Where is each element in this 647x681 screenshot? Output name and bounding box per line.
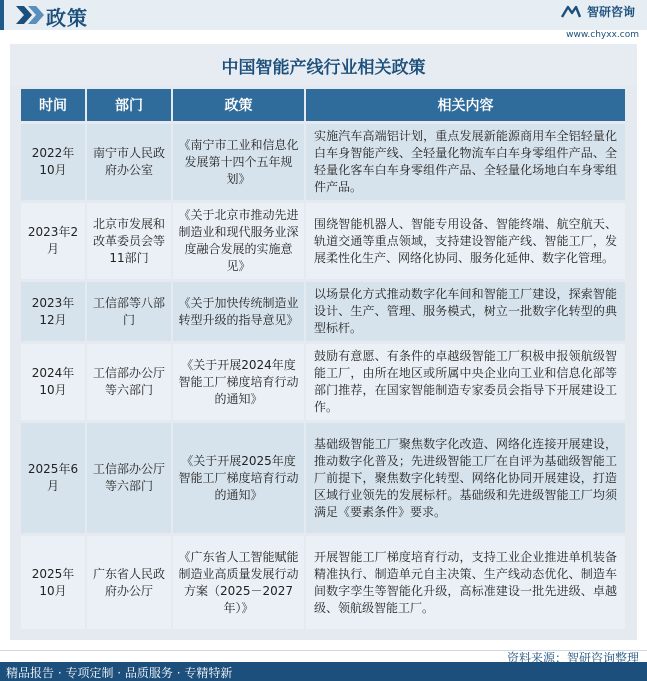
cell-dept: 工信部办公厅等六部门 xyxy=(87,344,173,420)
cell-policy: 《关于加快传统制造业转型升级的指导意见》 xyxy=(173,282,306,341)
cell-time: 2023年2月 xyxy=(21,203,87,279)
cell-dept: 北京市发展和改革委员会等11部门 xyxy=(87,203,173,279)
cell-dept: 广东省人民政府办公厅 xyxy=(87,536,173,629)
page-header xyxy=(0,0,647,30)
cell-content: 以场景化方式推动数字化车间和智能工厂建设，探索智能设计、生产、管理、服务模式，树立一批数字化转型的典型标杆。 xyxy=(306,282,627,341)
table-row xyxy=(21,203,627,279)
policy-table xyxy=(21,86,627,632)
cell-policy: 《关于开展2024年度智能工厂梯度培育行动的通知》 xyxy=(173,344,306,420)
table-row xyxy=(21,124,627,200)
cell-time: 2024年10月 xyxy=(21,344,87,420)
column-header-time: 时间 xyxy=(21,89,87,121)
cell-policy: 《关于北京市推动先进制造业和现代服务业深度融合发展的实施意见》 xyxy=(173,203,306,279)
cell-policy: 《南宁市工业和信息化发展第十四个五年规划》 xyxy=(173,124,306,200)
cell-content: 围绕智能机器人、智能专用设备、智能终端、航空航天、轨道交通等重点领域，支持建设智能产线、智能工厂，发展柔性化生产、网络化协同、服务化延伸、数字化管理。 xyxy=(306,203,627,279)
column-header-content: 相关内容 xyxy=(306,89,627,121)
cell-content: 鼓励有意愿、有条件的卓越级智能工厂积极申报领航级智能工厂，由所在地区或所属中央企业向工业和信息化部等部门推荐，在国家智能制造专家委员会指导下开展建设工作。 xyxy=(306,344,627,420)
column-header-policy: 政策 xyxy=(173,89,306,121)
header-accent-bar xyxy=(0,0,4,30)
cell-dept: 工信部等八部门 xyxy=(87,282,173,341)
table-row xyxy=(21,282,627,341)
cell-time: 2022年10月 xyxy=(21,124,87,200)
brand-name: 智研咨询 xyxy=(586,5,635,19)
cell-policy: 《广东省人工智能赋能制造业高质量发展行动方案（2025－2027年）》 xyxy=(173,536,306,629)
cell-time: 2025年10月 xyxy=(21,536,87,629)
column-header-dept: 部门 xyxy=(87,89,173,121)
cell-dept: 南宁市人民政府办公室 xyxy=(87,124,173,200)
cell-dept: 工信部办公厅等六部门 xyxy=(87,423,173,533)
page-footer xyxy=(0,650,647,681)
data-source: 资料来源：智研咨询整理 xyxy=(506,651,639,665)
cell-content: 开展智能工厂梯度培育行动，支持工业企业推进单机装备精准执行、制造单元自主决策、生产线动态优化、制造车间数字孪生等智能化升级，高标准建设一批先进级、卓越级、领航级智能工厂。 xyxy=(306,536,627,629)
cell-content: 基础级智能工厂聚焦数字化改造、网络化连接开展建设，推动数字化普及；先进级智能工厂在自评为基础级智能工厂前提下，聚焦数字化转型、网络化协同开展建设，打造区域行业领先的发展标杆。基础级和先进级智能工厂均须满足《要素条件》要求。 xyxy=(306,423,627,533)
table-row xyxy=(21,536,627,629)
cell-content: 实施汽车高端铝计划，重点发展新能源商用车全铝轻量化白车身智能产线、全轻量化物流车白车身零组件产品、全轻量化客车白车身零组件产品、全轻量化场地白车身零组件产品。 xyxy=(306,124,627,200)
table-row xyxy=(21,344,627,420)
footer-slogan: 精品报告 · 专项定制 · 品质服务 · 专精特新 xyxy=(6,666,233,680)
table-row xyxy=(21,423,627,533)
cell-time: 2023年12月 xyxy=(21,282,87,341)
table-header-row xyxy=(21,89,627,121)
page-title: 政策 xyxy=(46,6,88,30)
cell-policy: 《关于开展2025年度智能工厂梯度培育行动的通知》 xyxy=(173,423,306,533)
brand-mark-icon xyxy=(560,4,582,20)
brand-logo xyxy=(560,3,635,20)
cell-time: 2025年6月 xyxy=(21,423,87,533)
website-url: www.chyxx.com xyxy=(566,30,639,40)
table-title: 中国智能产线行业相关政策 xyxy=(10,44,637,86)
